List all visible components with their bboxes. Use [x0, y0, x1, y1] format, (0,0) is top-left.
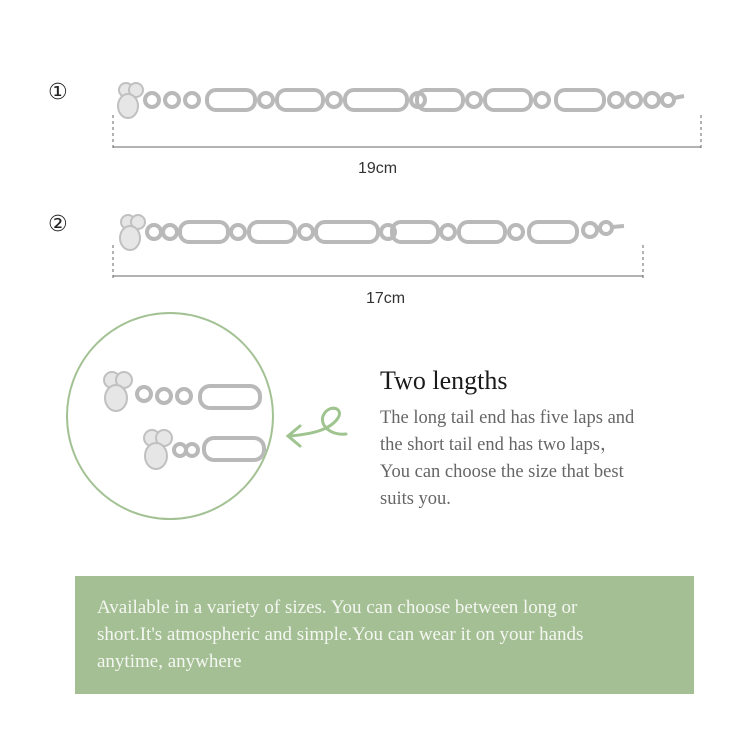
banner-line: short.It's atmospheric and simple.You can wear it on your hands: [97, 624, 584, 645]
description-line: the short tail end has two laps，: [380, 435, 619, 455]
option-1-marker: ①: [48, 80, 68, 105]
description-line: suits you.: [380, 489, 451, 509]
info-banner: [75, 576, 694, 694]
length-label-17cm: 17cm: [366, 290, 406, 307]
option-2-marker: ②: [48, 212, 68, 237]
section-heading: Two lengths: [380, 366, 508, 395]
length-label-19cm: 19cm: [358, 160, 398, 177]
bracelet-end-closeup: [68, 314, 272, 518]
length-description: [380, 405, 710, 513]
banner-line: anytime, anywhere: [97, 651, 242, 672]
curl-arrow-icon: [282, 400, 352, 460]
detail-circle: [66, 312, 274, 520]
bracelet-17cm-image: [0, 200, 750, 300]
bracelet-19cm-image: [0, 60, 750, 220]
banner-text: [97, 594, 682, 675]
description-line: The long tail end has five laps and: [380, 408, 635, 428]
description-line: You can choose the size that best: [380, 462, 624, 482]
banner-line: Available in a variety of sizes. You can choose between long or: [97, 597, 578, 618]
